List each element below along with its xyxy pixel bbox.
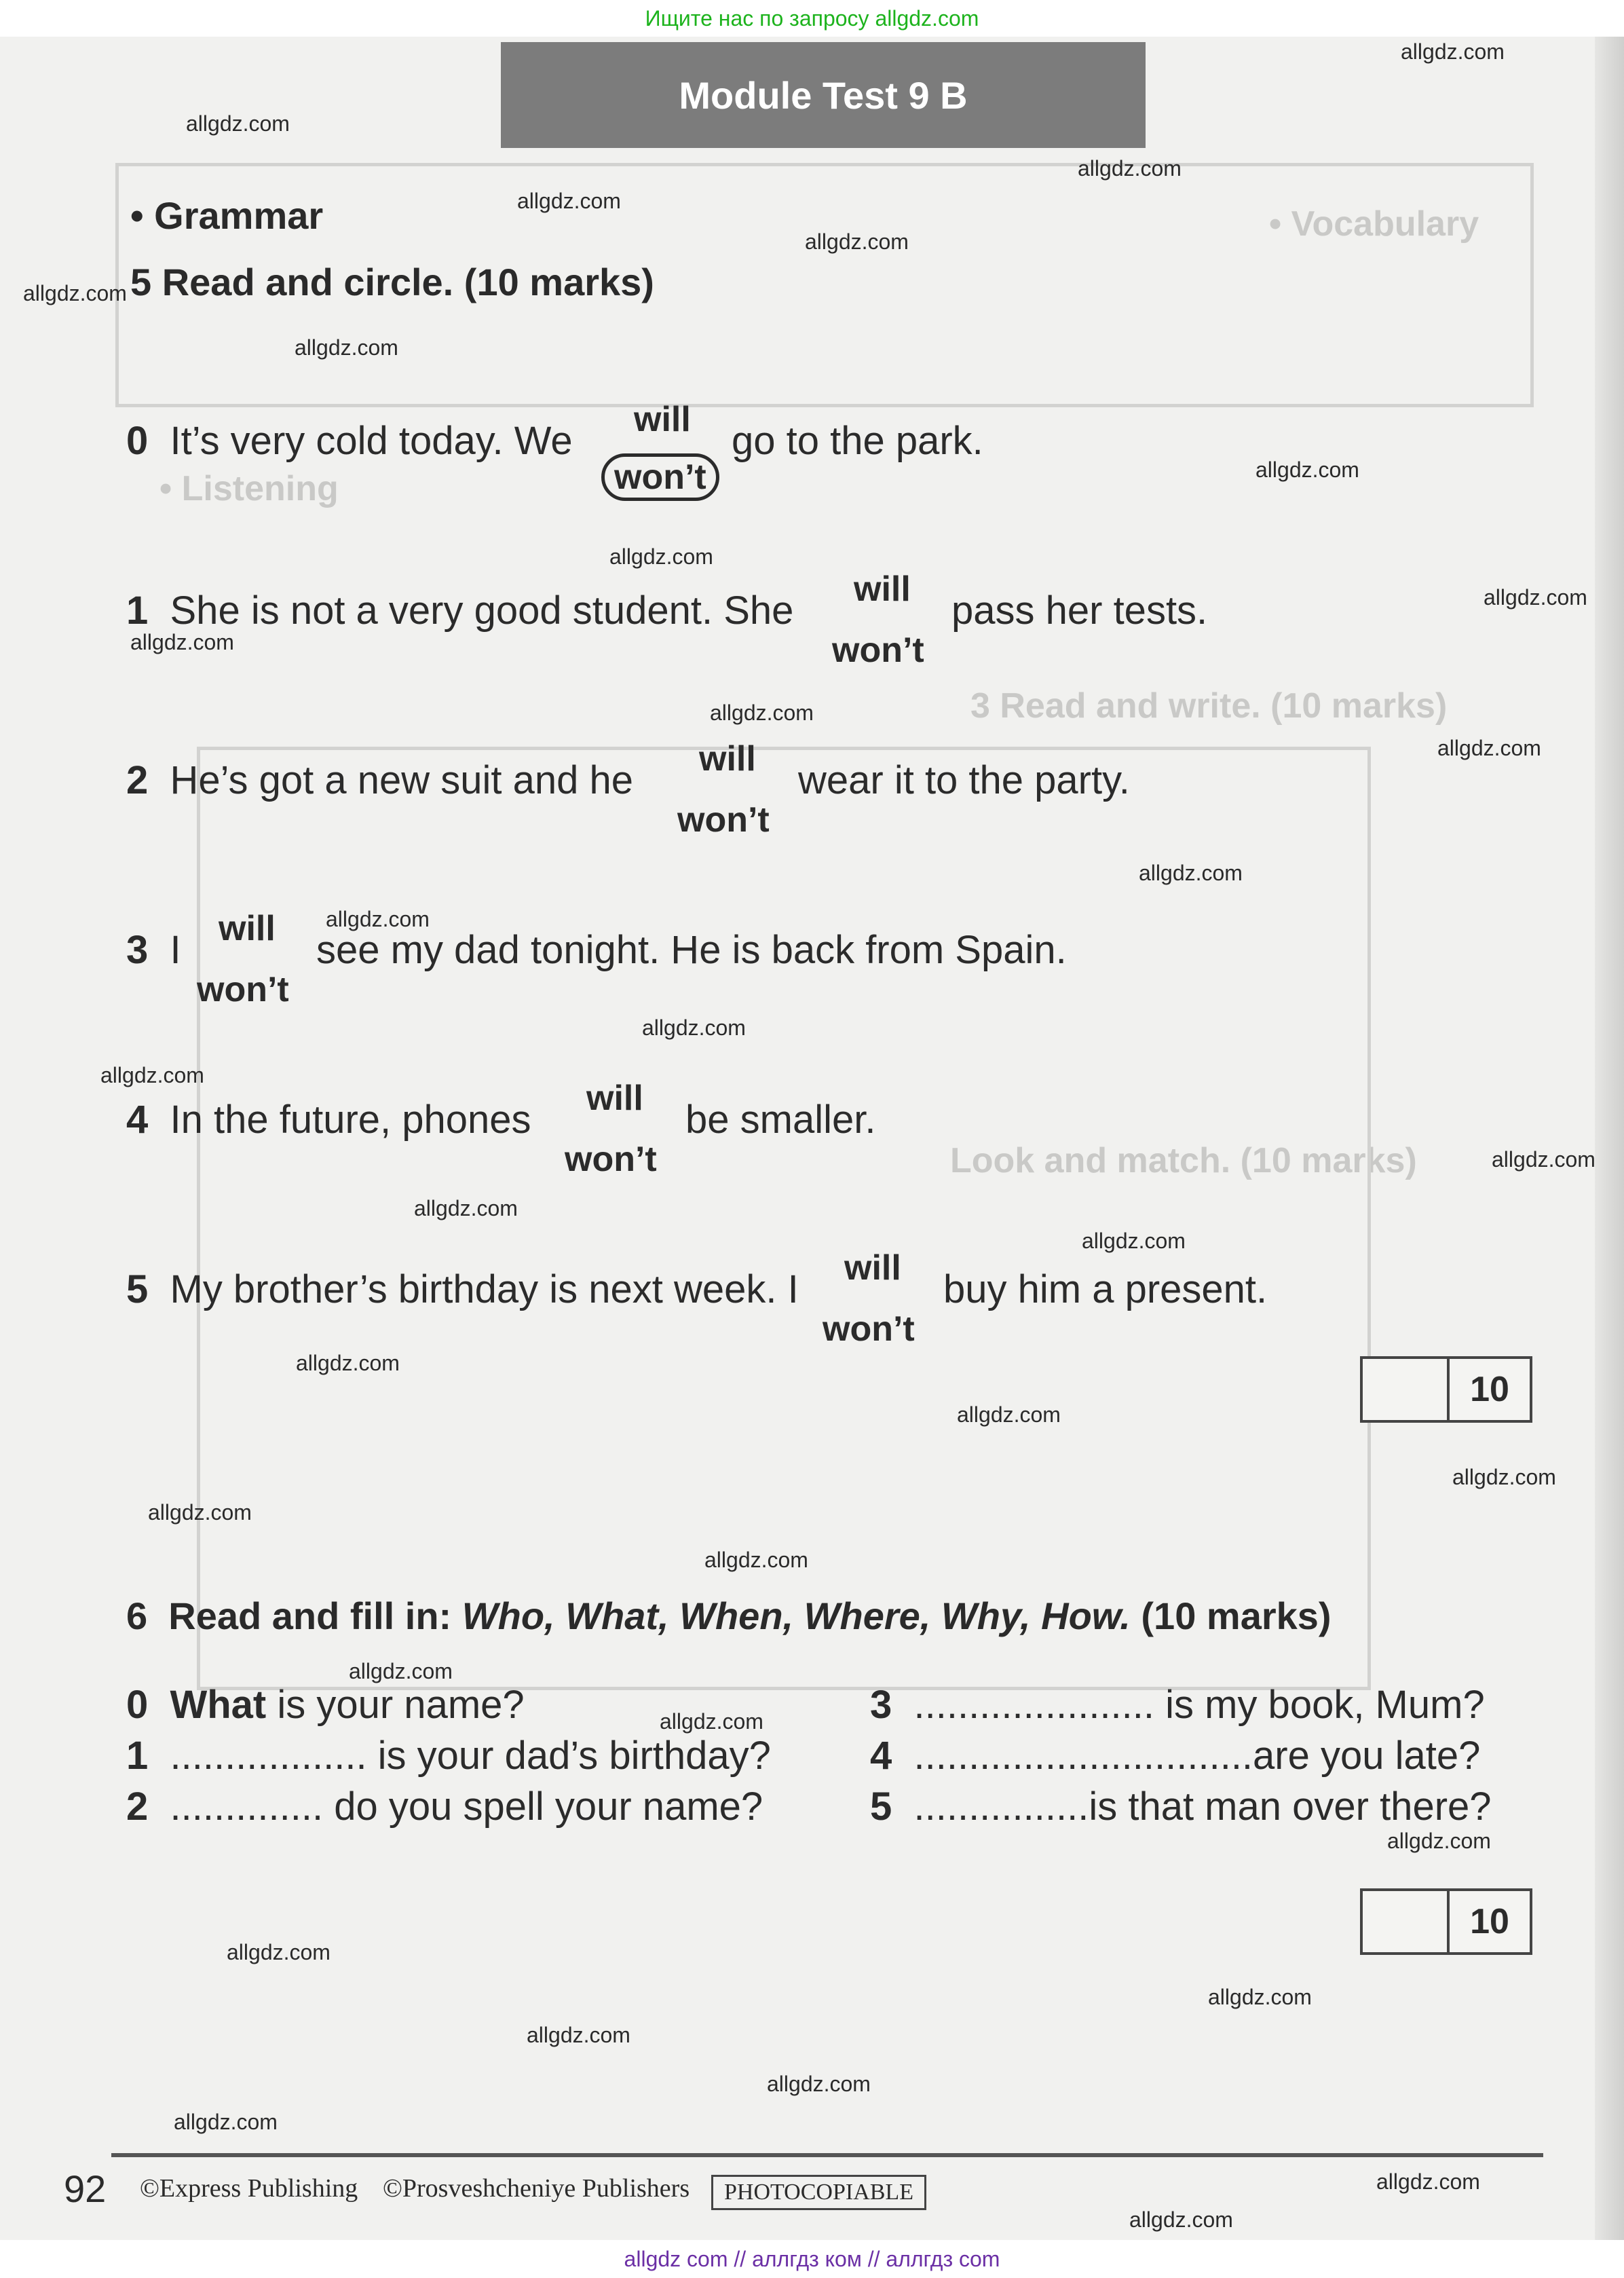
watermark: allgdz.com (1082, 1229, 1186, 1253)
watermark: allgdz.com (527, 2023, 630, 2047)
task5-heading (130, 260, 654, 304)
option-wont[interactable]: won’t (565, 1140, 657, 1179)
watermark: allgdz.com (100, 1063, 204, 1087)
score-blank[interactable] (1363, 1891, 1450, 1952)
task6-instruction-prefix: Read and fill in: (168, 1594, 462, 1637)
watermark: allgdz.com (767, 2072, 871, 2096)
watermark: allgdz.com (326, 907, 430, 931)
item-text: ...............................are you late? (913, 1734, 1481, 1778)
score-total: 10 (1470, 1902, 1509, 1941)
option-will[interactable]: will (699, 739, 756, 779)
watermark: allgdz.com (1208, 1985, 1312, 2009)
watermark: allgdz.com (642, 1015, 746, 1040)
watermark: allgdz.com (710, 701, 814, 725)
task6-item-0 (126, 1682, 525, 1728)
task5-score-box (1360, 1356, 1532, 1423)
watermark: allgdz.com (130, 630, 234, 654)
task6-item-1[interactable] (126, 1733, 771, 1778)
watermark: allgdz.com (1376, 2169, 1480, 2194)
task6-instruction-suffix: (10 marks) (1130, 1594, 1332, 1637)
task5-number: 5 (130, 261, 152, 303)
task6-item-3[interactable] (870, 1682, 1485, 1728)
option-will[interactable]: will (586, 1079, 643, 1118)
watermark: allgdz.com (1387, 1829, 1491, 1853)
watermark: allgdz.com (23, 281, 127, 305)
item-text-before: In the future, phones (170, 1098, 531, 1142)
watermark: allgdz.com (148, 1500, 252, 1525)
task5-item-2 (126, 758, 633, 803)
top-banner-text: Ищите нас по запросу allgdz.com (645, 5, 979, 31)
item-number: 0 (126, 419, 149, 463)
option-wont[interactable]: won’t (677, 800, 770, 840)
option-wont-circled[interactable]: won’t (601, 453, 719, 501)
item-number: 1 (126, 1734, 149, 1778)
watermark: allgdz.com (1255, 458, 1359, 482)
watermark: allgdz.com (1484, 585, 1587, 610)
item-number: 1 (126, 589, 149, 633)
item-number: 0 (126, 1683, 149, 1727)
item-number: 5 (126, 1267, 149, 1311)
score-blank[interactable] (1363, 1359, 1450, 1420)
item-text-after: be smaller. (685, 1098, 876, 1142)
item-text-before: He’s got a new suit and he (170, 758, 633, 802)
watermark: allgdz.com (227, 1940, 331, 1964)
item-text-after: go to the park. (732, 419, 983, 463)
option-will[interactable]: will (634, 400, 691, 439)
top-banner (0, 0, 1624, 37)
item-text-before: It’s very cold today. We (170, 419, 573, 463)
task5-item-1 (126, 588, 793, 633)
option-wont[interactable]: won’t (832, 631, 924, 670)
item-text-before: I (170, 928, 181, 972)
item-text-after: wear it to the party. (798, 758, 1130, 802)
bottom-banner-text: allgdz com // аллгдз ком // аллгдз com (624, 2246, 1000, 2271)
task6-heading (126, 1594, 1332, 1638)
item-text-after: see my dad tonight. He is back from Spain. (316, 928, 1067, 972)
task5-item-0 (126, 418, 573, 464)
watermark: allgdz.com (1129, 2207, 1233, 2232)
watermark: allgdz.com (1492, 1147, 1595, 1172)
item-number: 3 (126, 928, 149, 972)
footer-divider (111, 2153, 1543, 2157)
watermark: allgdz.com (957, 1402, 1061, 1427)
score-total: 10 (1470, 1370, 1509, 1409)
item-text-before: My brother’s birthday is next week. I (170, 1267, 799, 1311)
watermark: allgdz.com (186, 111, 290, 136)
watermark: allgdz.com (517, 189, 621, 213)
option-will[interactable]: will (219, 909, 276, 948)
publisher-prosveshcheniye: ©Prosveshcheniye Publishers (383, 2174, 690, 2203)
option-will[interactable]: will (854, 570, 911, 609)
item-text: is your name? (266, 1683, 525, 1727)
task5-item-4 (126, 1097, 531, 1142)
item-text: .................. is your dad’s birthday? (170, 1734, 771, 1778)
item-number: 4 (126, 1098, 149, 1142)
option-wont[interactable]: won’t (197, 970, 289, 1009)
task6-item-2[interactable] (126, 1784, 763, 1829)
task5-instruction: Read and circle. (10 marks) (162, 261, 654, 303)
task6-item-5[interactable] (870, 1784, 1492, 1829)
watermark: allgdz.com (414, 1196, 518, 1220)
watermark: allgdz.com (660, 1709, 763, 1734)
watermark: allgdz.com (704, 1548, 808, 1572)
ghost-read-write: 3 Read and write. (10 marks) (970, 686, 1448, 726)
task5-item-3 (126, 927, 181, 973)
page-edge-shadow (1595, 37, 1624, 2240)
task5-item-5 (126, 1267, 799, 1312)
task6-score-box (1360, 1888, 1532, 1955)
task6-item-4[interactable] (870, 1733, 1480, 1778)
module-title: Module Test 9 B (679, 73, 968, 117)
page-number: 92 (64, 2167, 107, 2210)
item-text-after: buy him a present. (943, 1267, 1268, 1311)
watermark: allgdz.com (295, 335, 398, 360)
watermark: allgdz.com (1078, 156, 1182, 181)
item-number: 2 (126, 1785, 149, 1829)
item-text-after: pass her tests. (951, 589, 1208, 633)
item-number: 2 (126, 758, 149, 802)
bottom-banner (0, 2240, 1624, 2278)
watermark: allgdz.com (1437, 736, 1541, 760)
photocopiable-label: PHOTOCOPIABLE (711, 2175, 926, 2210)
ghost-look-match: Look and match. (10 marks) (950, 1141, 1417, 1180)
item-text: ................is that man over there? (913, 1785, 1492, 1829)
item-number: 3 (870, 1683, 892, 1727)
publisher-express: ©Express Publishing (140, 2174, 358, 2203)
item-text: .............. do you spell your name? (170, 1785, 763, 1829)
item-answer: What (170, 1683, 267, 1727)
task6-number: 6 (126, 1594, 148, 1637)
item-text-before: She is not a very good student. She (170, 589, 794, 633)
item-number: 4 (870, 1734, 892, 1778)
watermark: allgdz.com (1452, 1465, 1556, 1489)
item-text: ...................... is my book, Mum? (913, 1683, 1485, 1727)
item-number: 5 (870, 1785, 892, 1829)
task6-question-words: Who, What, When, Where, Why, How. (461, 1594, 1131, 1637)
ghost-listening: • Listening (159, 469, 339, 508)
watermark: allgdz.com (174, 2110, 278, 2134)
watermark: allgdz.com (1139, 861, 1243, 885)
option-will[interactable]: will (844, 1248, 901, 1288)
watermark: allgdz.com (349, 1659, 453, 1683)
ghost-vocabulary: • Vocabulary (1269, 204, 1479, 244)
module-title-bar (501, 42, 1146, 148)
watermark: allgdz.com (609, 544, 713, 569)
watermark: allgdz.com (1401, 39, 1505, 64)
watermark: allgdz.com (296, 1351, 400, 1375)
option-wont[interactable]: won’t (823, 1309, 915, 1349)
watermark: allgdz.com (805, 229, 909, 254)
grammar-heading: • Grammar (130, 194, 324, 237)
